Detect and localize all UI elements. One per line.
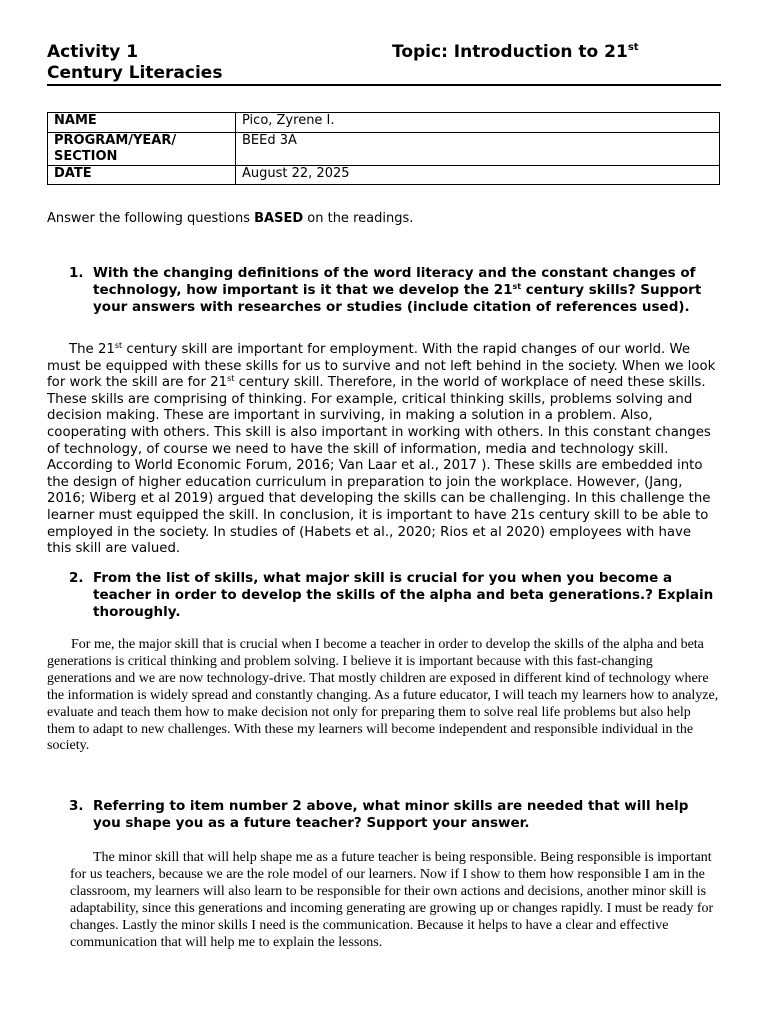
answer-paragraph bbox=[47, 342, 719, 558]
name-label: NAME bbox=[48, 113, 236, 133]
answer-2 bbox=[47, 637, 719, 755]
instructions bbox=[47, 211, 413, 226]
table-row-program bbox=[48, 133, 720, 166]
answer-paragraph: For me, the major skill that is crucial when I become a teacher in order to develop the skills of the alpha and beta generations is critical thinking and problem solving. I believe it is important because with this fast-changing generations and we are now technology-drive. That mostly children are exposed in different kind of technology where the information is widely spread and constantly changing. As a future educator, I will teach my learners how to analyze, evaluate and teach them how to make decision not only for preparing them to solve real life problems but also help them to adapt to new challenges. With these my learners will become independent and responsible individual in the society. bbox=[47, 637, 719, 754]
topic-title bbox=[392, 42, 639, 63]
date-label: DATE bbox=[48, 166, 236, 185]
date-value: August 22, 2025 bbox=[236, 166, 720, 185]
question-superscript: st bbox=[512, 282, 522, 291]
activity-title-line1: Activity 1 bbox=[47, 42, 139, 62]
question-number: 3. bbox=[69, 798, 84, 814]
question-text: Referring to item number 2 above, what minor skills are needed that will help you shape you as a future teacher? Support your answer. bbox=[93, 798, 689, 831]
instructions-before: Answer the following questions bbox=[47, 211, 255, 226]
answer-paragraph: The minor skill that will help shape me as a future teacher is being responsible. Being responsible is important for us teachers, because we are the role model of our learners. Now if I show to them how responsible I am in the classroom, my learners will also learn to be responsible for their own actions and decisions, another minor skill is adaptability, since this generations and incoming generating are growing up or changes rapidly. I must be ready for changes. Lastly the minor skills I need is the communication. Because it helps to have a clear and effective communication that will help me to explain the lessons. bbox=[70, 850, 714, 950]
answer-1 bbox=[47, 342, 719, 558]
question-2 bbox=[47, 570, 719, 621]
program-label-line1: PROGRAM/YEAR/ bbox=[54, 133, 177, 148]
program-label-line2: SECTION bbox=[54, 149, 118, 164]
name-value: Pico, Zyrene I. bbox=[236, 113, 720, 133]
answer-superscript: st bbox=[114, 341, 123, 350]
student-info-table bbox=[47, 112, 720, 185]
instructions-emphasis: BASED bbox=[254, 211, 304, 226]
question-text-part: With the changing definitions of the word literacy and the constant changes of technology, how important is it that we develop the 21 bbox=[93, 265, 696, 298]
question-1 bbox=[47, 265, 719, 316]
topic-superscript: st bbox=[627, 42, 639, 53]
answer-3 bbox=[70, 849, 721, 951]
answer-text: century skill. Therefore, in the world of workplace of need these skills. These skills are comprising of thinking. For example, critical thinking skills, problems solving and decision making. These are important in surviving, in making a solution in a problem. Also, cooperating with others. This skill is also important in working with others. In this constant changes of technology, of course we need to have the skill of information, media and technology skill. According to World Economic Forum, 2016; Van Laar et al., 2017 ). These skills are embedded into the design of higher education curriculum in preparation to join the workplace. However, (Jang, 2016; Wiberg et al 2019) argued that developing the skills can be challenging. In this challenge the learner must equipped the skill. In conclusion, it is important to have 21s century skill to be able to employed in the society. In studies of (Habets et al., 2020; Rios et al 2020) employees with have this skill are valued. bbox=[47, 375, 711, 557]
question-3 bbox=[47, 798, 719, 832]
question-text: From the list of skills, what major skill is crucial for you when you become a teacher in order to develop the skills of the alpha and beta generations.? Explain thoroughly. bbox=[93, 570, 714, 620]
header-divider bbox=[47, 84, 721, 86]
question-number: 2. bbox=[69, 570, 84, 586]
answer-text: century skill are important for employment. With the rapid changes of our world. We must be equipped with these skills for us to survive and not left behind in the society. When we look for work the skill are for 21 bbox=[47, 342, 716, 391]
program-label bbox=[48, 133, 236, 166]
instructions-after: on the readings. bbox=[303, 211, 414, 226]
answer-superscript: st bbox=[227, 374, 235, 384]
table-row-date bbox=[48, 166, 720, 185]
activity-title bbox=[47, 42, 222, 84]
topic-text: Topic: Introduction to 21 bbox=[392, 42, 628, 62]
program-value: BEEd 3A bbox=[236, 133, 720, 166]
question-number: 1. bbox=[69, 265, 84, 281]
table-row-name bbox=[48, 113, 720, 133]
answer-text: The 21 bbox=[69, 342, 115, 357]
activity-title-line2: Century Literacies bbox=[47, 63, 223, 83]
question-text-part: century skills? Support your answers with researches or studies (include citation of references used). bbox=[93, 282, 702, 315]
question-text bbox=[93, 265, 719, 316]
